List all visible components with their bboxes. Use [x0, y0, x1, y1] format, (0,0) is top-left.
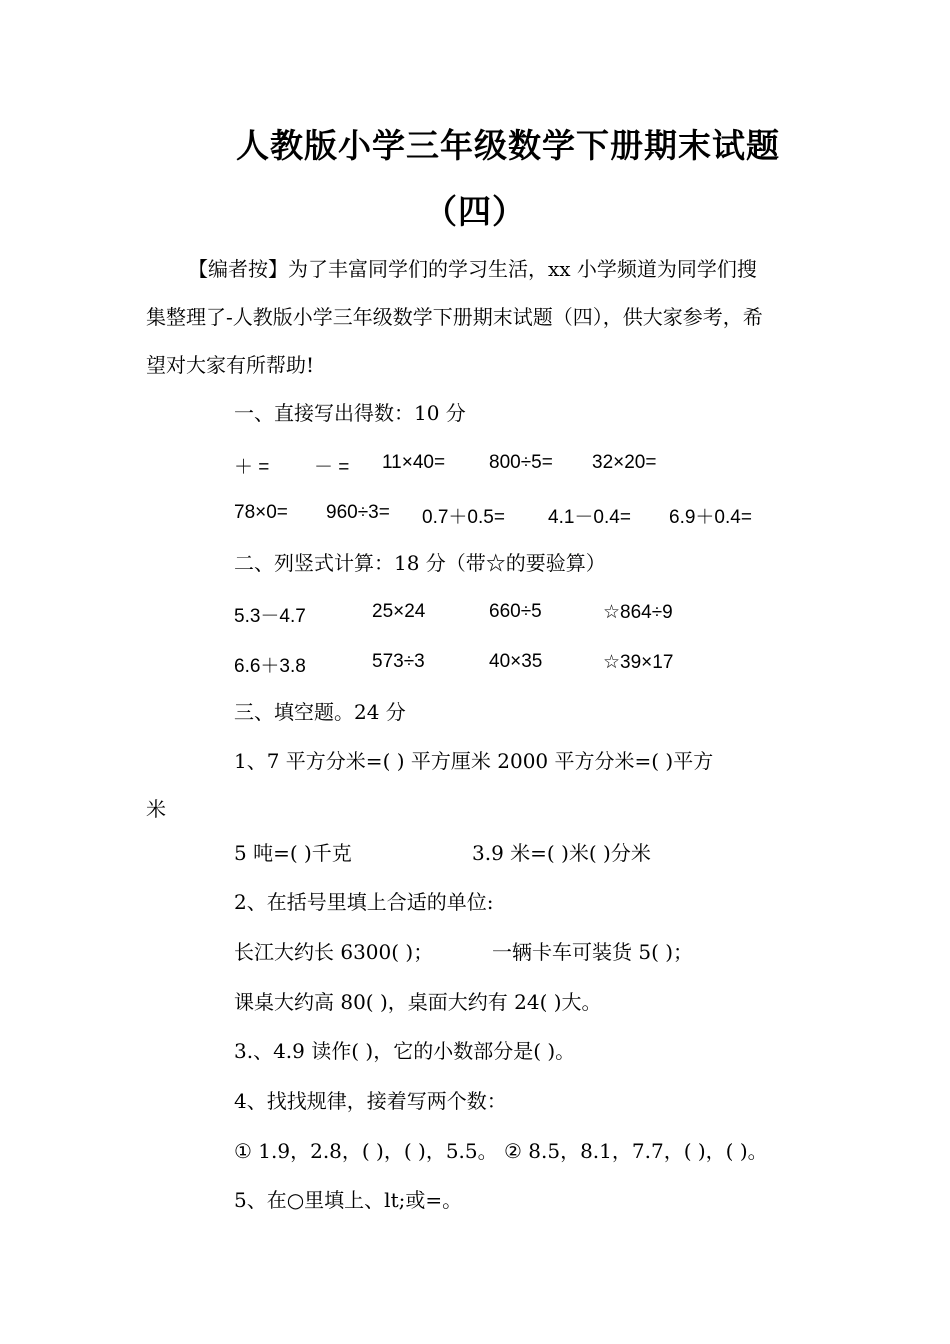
vertical-calc-item: 40×35 [489, 651, 543, 672]
calc-item: 0.7＋0.5= [422, 507, 505, 528]
section-2-heading: 二、列竖式计算：18 分（带☆的要验算） [234, 551, 606, 575]
vertical-calc-item: 6.6＋3.8 [234, 656, 306, 677]
document-title-part: （四） [424, 192, 526, 231]
question-2-line-1a: 长江大约长 6300( )； [234, 940, 434, 964]
calc-item: 11×40= [382, 452, 446, 473]
question-2-line-1b: 一辆卡车可装货 5( )； [492, 940, 694, 964]
question-1-line-2: 米 [146, 797, 166, 821]
intro-line-3: 望对大家有所帮助! [146, 353, 315, 377]
section-1-heading: 一、直接写出得数：10 分 [234, 401, 466, 425]
intro-line-2: 集整理了-人教版小学三年级数学下册期末试题（四），供大家参考，希 [146, 305, 763, 329]
question-5-heading: 5、在○里填上、lt;或=。 [234, 1188, 463, 1212]
question-2-line-2: 课桌大约高 80( )，桌面大约有 24( )大。 [234, 990, 602, 1014]
question-1-line-1: 1、7 平方分米=( ) 平方厘米 2000 平方分米=( )平方 [234, 749, 714, 773]
document-title: 人教版小学三年级数学下册期末试题 [236, 126, 780, 165]
vertical-calc-item: 573÷3 [372, 651, 425, 672]
question-3: 3.、4.9 读作( )，它的小数部分是( )。 [234, 1039, 576, 1063]
calc-item: 78×0= [234, 502, 288, 523]
question-1-line-3a: 5 吨=( )千克 [234, 841, 352, 865]
question-1-line-3b: 3.9 米=( )米( )分米 [472, 841, 651, 865]
vertical-calc-item: 5.3－4.7 [234, 606, 306, 627]
vertical-calc-item: 660÷5 [489, 601, 542, 622]
calc-item: ＋ = [234, 457, 270, 478]
calc-item: 960÷3= [326, 502, 390, 523]
calc-item: 4.1－0.4= [548, 507, 631, 528]
section-3-heading: 三、填空题。24 分 [234, 700, 406, 724]
calc-item: 6.9＋0.4= [669, 507, 752, 528]
question-2-heading: 2、在括号里填上合适的单位: [234, 890, 494, 914]
vertical-calc-item: ☆864÷9 [603, 602, 673, 623]
question-4-heading: 4、找找规律，接着写两个数： [234, 1089, 507, 1113]
intro-line-1: 【编者按】为了丰富同学们的学习生活，xx 小学频道为同学们搜 [188, 257, 757, 281]
vertical-calc-item: ☆39×17 [603, 652, 674, 673]
vertical-calc-item: 25×24 [372, 601, 426, 622]
calc-item: 32×20= [592, 452, 657, 473]
question-4-line: ① 1.9，2.8，( )，( )，5.5。 ② 8.5，8.1，7.7，( )，( )。 [234, 1139, 768, 1163]
calc-item: － = [314, 457, 350, 478]
calc-item: 800÷5= [489, 452, 553, 473]
